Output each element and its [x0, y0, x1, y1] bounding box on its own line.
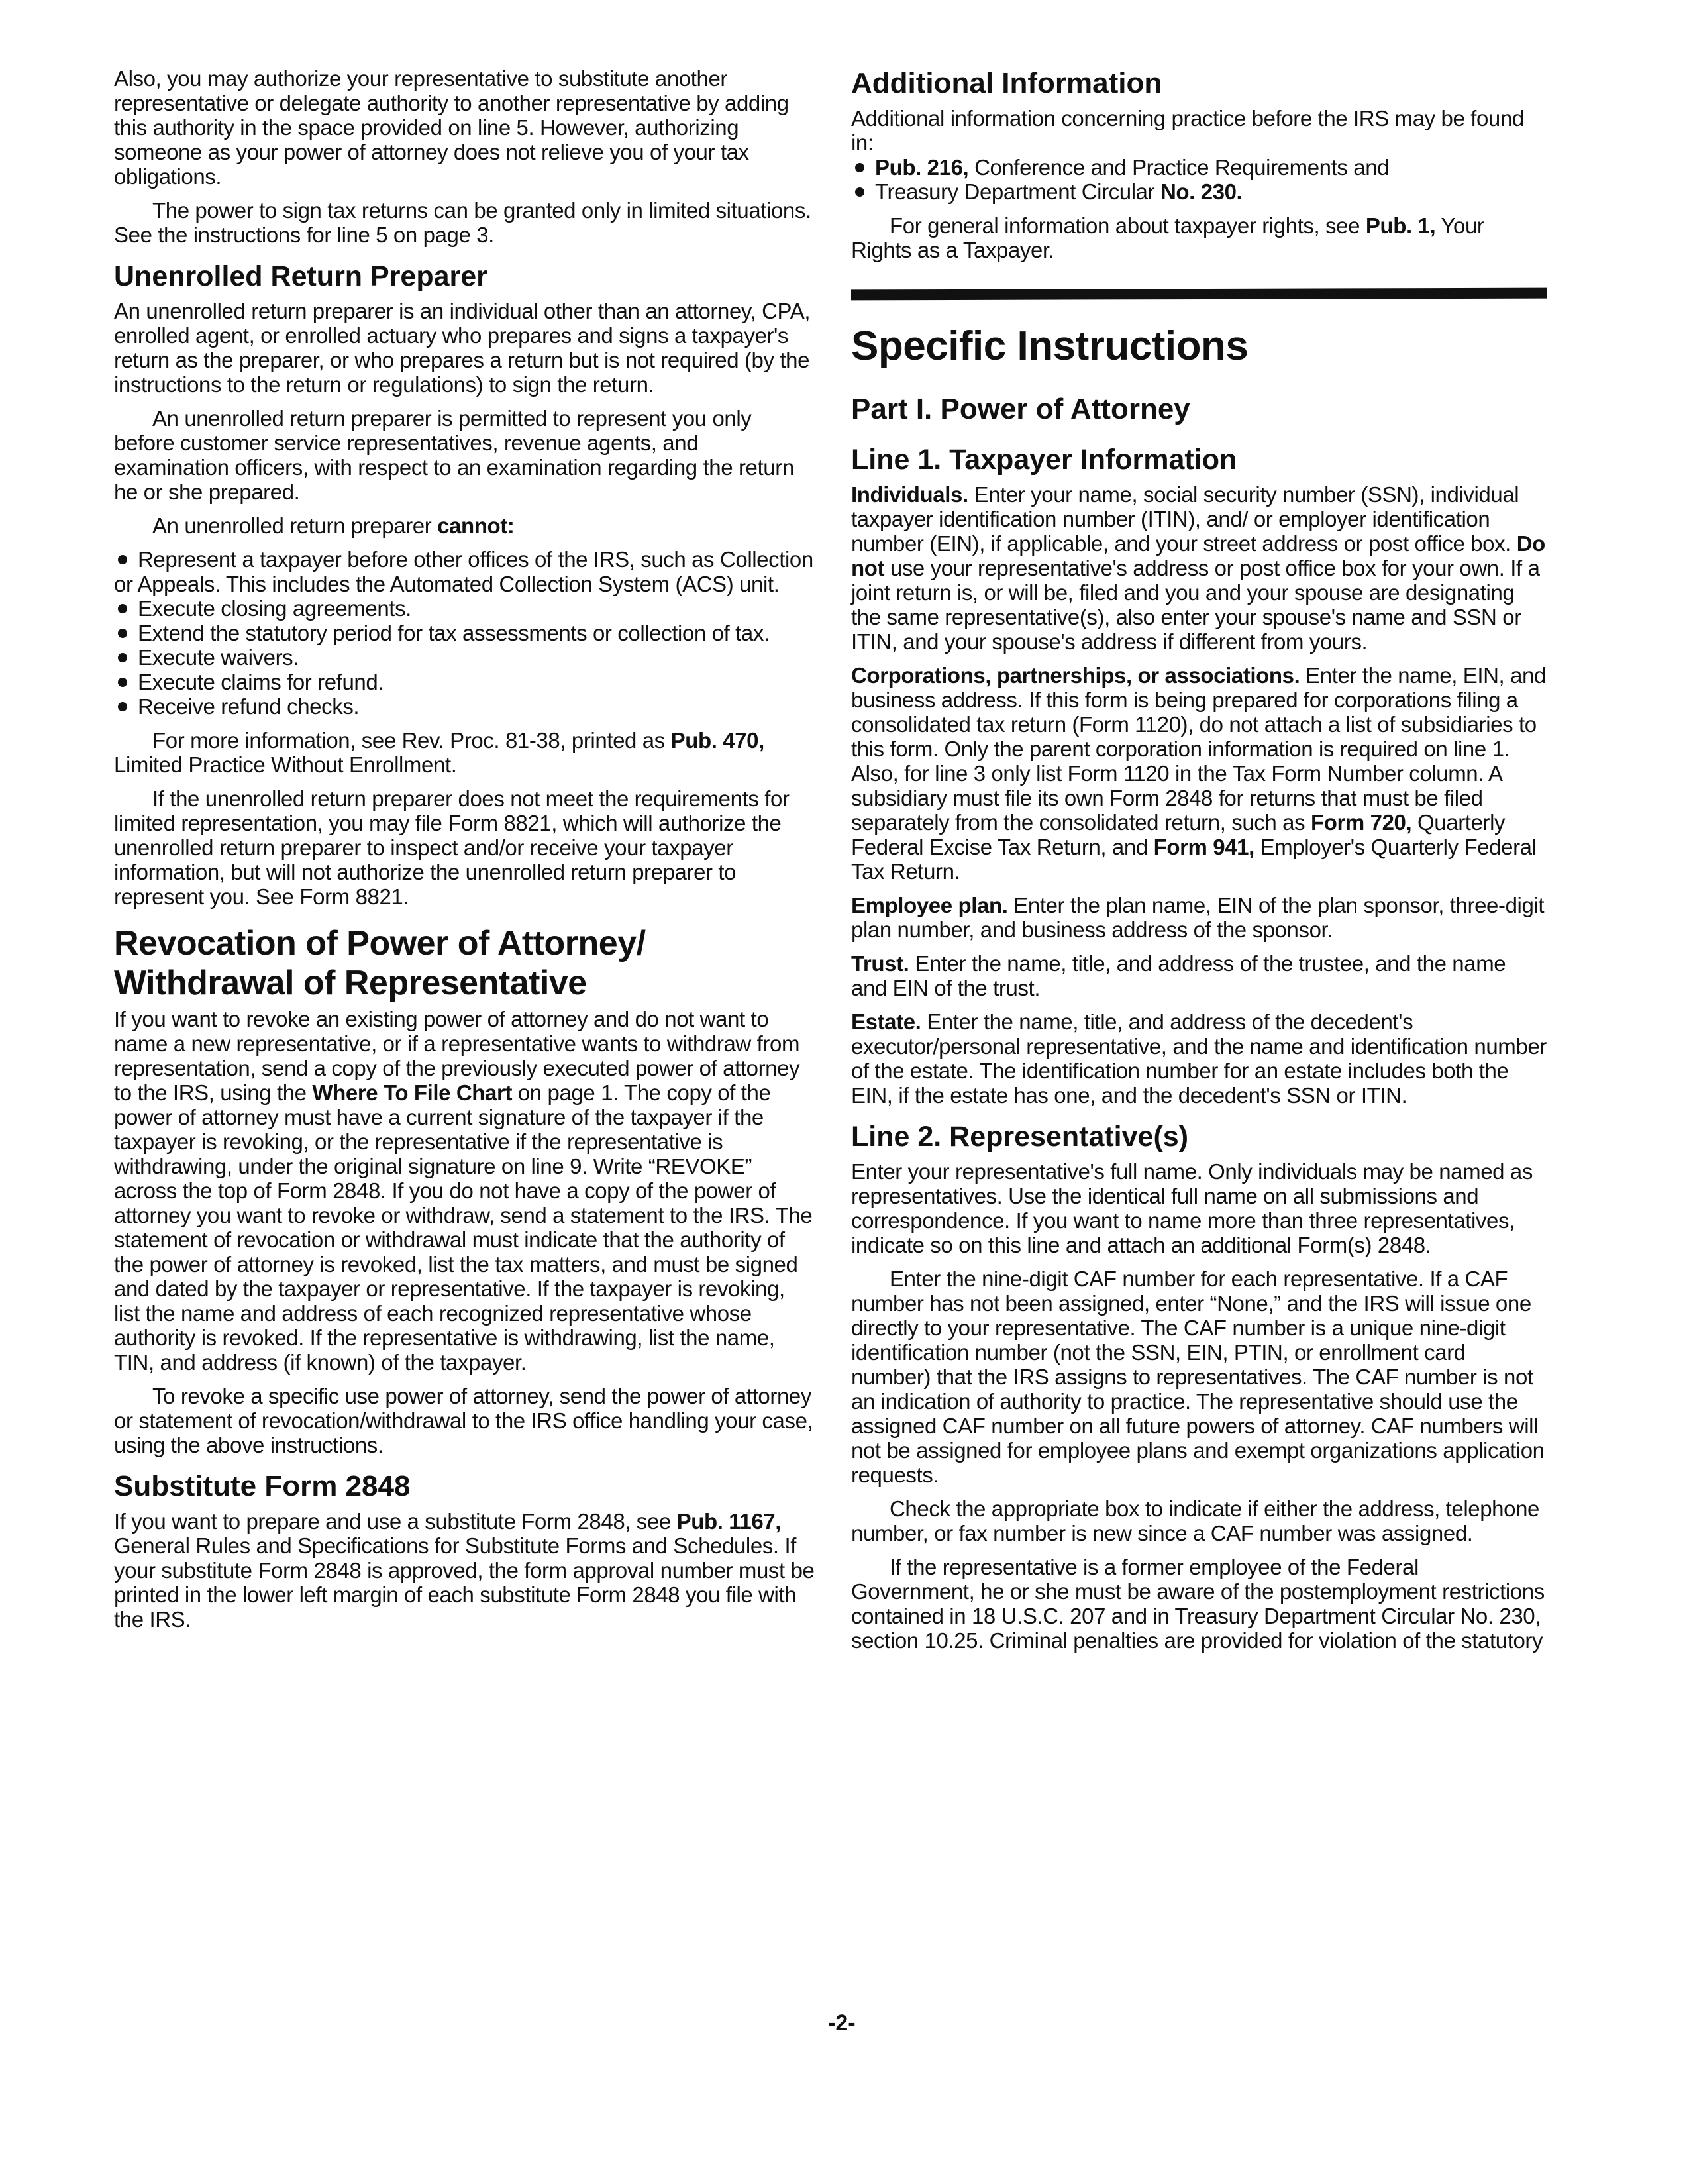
revocation-text-b: on page 1. The copy of the power of attorney must have a current signature of the taxpayer if the taxpayer is revoking, or the representative if the representative is withdrawing, under the original signature on line 9. Write “REVOKE” across the top of Form 2848. If you do not have a copy of the power of attorney you want to revoke or withdraw, send a statement to the IRS. The statement of revocation or withdrawal must indicate that the authority of the power of attorney is revoked, list the tax matters, and must be signed and dated by the taxpayer or representative. If the taxpayer is revoking, list the name and address of each recognized representative whose authority is revoked. If the representative is withdrawing, list the name, TIN, and address (if known) of the taxpayer. — [114, 1080, 813, 1375]
bullet-icon — [118, 702, 127, 711]
unenrolled-cannot-intro — [114, 513, 815, 538]
list-item-text: Treasury Department Circular — [875, 180, 1160, 204]
cannot-prefix: An unenrolled return preparer — [152, 513, 438, 538]
revocation-text-a: If you want to revoke an existing power of attorney and do not want to name a new representative, or if a representative wants to withdraw from representation, send a copy of the previously executed power of attorney to the IRS, using the — [114, 1007, 800, 1105]
cannot-bold: cannot: — [437, 513, 515, 538]
specific-instructions-heading: Specific Instructions — [851, 323, 1249, 369]
estate-paragraph — [851, 1010, 1547, 1108]
additional-heading: Additional Information — [851, 67, 1162, 99]
employee-plan-label: Employee plan. — [851, 893, 1008, 917]
bullet-icon — [855, 163, 864, 172]
additional-paragraph: Additional information concerning practice before the IRS may be found in: — [851, 106, 1524, 155]
bullet-icon — [118, 678, 127, 687]
bullet-icon — [118, 629, 127, 638]
line-1-heading: Line 1. Taxpayer Information — [851, 444, 1237, 476]
corporations-label: Corporations, partnerships, or associations. — [851, 663, 1300, 688]
section-divider — [851, 288, 1547, 301]
list-item-text: Execute closing agreements. — [138, 596, 411, 621]
intro-paragraph-1: Also, you may authorize your representative to substitute another representative or delegate authority to another representative by adding this authority in the space provided on line 5. However, authorizing someone as your power of attorney does not relieve you of your tax obligations. — [114, 66, 789, 189]
line-2-heading: Line 2. Representative(s) — [851, 1121, 1189, 1153]
unenrolled-paragraph-1: An unenrolled return preparer is an individual other than an attorney, CPA, enrolled agent, or enrolled actuary who prepares and signs a taxpayer's return as the preparer, or who prepares a return but is not required (by the instructions to the return or regulations) to sign the return. — [114, 299, 811, 397]
corporations-text-b: Quarterly Federal Excise Tax Return, and — [851, 810, 1506, 859]
more-info-prefix: For more information, see Rev. Proc. 81-38, printed as — [152, 728, 671, 753]
form-941-ref: Form 941, — [1153, 835, 1254, 859]
estate-text: Enter the name, title, and address of the decedent's executor/personal representative, and the name and identification number of the estate. The identification number for an estate includes both the EIN, if the estate has one, and the decedent's SSN or ITIN. — [851, 1010, 1547, 1108]
right-column — [851, 66, 1547, 1662]
pub-1-ref: Pub. 1, — [1365, 213, 1436, 238]
representative-paragraph-3: Check the appropriate box to indicate if either the address, telephone number, or fax number is new since a CAF number was assigned. — [851, 1496, 1539, 1545]
list-item — [114, 645, 815, 670]
form-8821-paragraph: If the unenrolled return preparer does not meet the requirements for limited representation, you may file Form 8821, which will authorize the unenrolled return preparer to inspect and/or receive your taxpayer information, but will not authorize the unenrolled return preparer to represent you. See Form 8821. — [114, 786, 790, 909]
rights-text-b: Your Rights as a Taxpayer. — [851, 213, 1484, 262]
unenrolled-paragraph-2: An unenrolled return preparer is permitted to represent you only before customer service representatives, revenue agents, and examination officers, with respect to an examination regarding the return he or she prepared. — [114, 406, 794, 504]
bullet-icon — [855, 187, 864, 197]
list-item — [114, 694, 815, 719]
revocation-paragraph-1 — [114, 1007, 815, 1375]
taxpayer-rights-paragraph — [851, 213, 1547, 262]
pub-470-ref: Pub. 470, — [670, 728, 764, 753]
circular-230-ref: No. 230. — [1160, 180, 1243, 204]
unenrolled-heading: Unenrolled Return Preparer — [114, 260, 487, 292]
more-info-paragraph — [114, 728, 815, 777]
list-item-text: Receive refund checks. — [138, 694, 360, 719]
pub-1167-ref: Pub. 1167, — [676, 1509, 782, 1534]
corporations-text-a: Enter the name, EIN, and business address. If this form is being prepared for corporations filing a consolidated tax return (Form 1120), do not attach a list of subsidiaries to this form. Only the parent corporation information is required on line 1. Also, for line 3 only list Form 1120 in the Tax Form Number column. A subsidiary must file its own Form 2848 for returns that must be filed separately from the consolidated return, such as — [851, 663, 1546, 835]
additional-list — [851, 155, 1547, 204]
individuals-label: Individuals. — [851, 482, 968, 507]
list-item-text: Represent a taxpayer before other offices of the IRS, such as Collection or Appeals. This includes the Automated Collection System (ACS) unit. — [114, 547, 813, 596]
individuals-paragraph — [851, 482, 1547, 654]
representative-paragraph-1: Enter your representative's full name. Only individuals may be named as representatives. Use the identical full name on all submissions and correspondence. If you want to name more than three representatives, indicate so on this line and attach an additional Form(s) 2848. — [851, 1159, 1533, 1257]
trust-label: Trust. — [851, 951, 909, 976]
rights-text-a: For general information about taxpayer rights, see — [890, 213, 1366, 238]
revocation-heading: Revocation of Power of Attorney/ Withdrawal of Representative — [114, 924, 646, 1002]
substitute-text-b: General Rules and Specifications for Substitute Forms and Schedules. If your substitute Form 2848 is approved, the form approval number must be printed in the lower left margin of each substitute Form 2848 you file with the IRS. — [114, 1534, 815, 1632]
trust-paragraph — [851, 951, 1547, 1000]
bullet-icon — [118, 555, 127, 564]
do-not-emphasis: Do not — [851, 531, 1545, 580]
substitute-text-a: If you want to prepare and use a substitute Form 2848, see — [114, 1509, 677, 1534]
where-to-file-ref: Where To File Chart — [312, 1080, 513, 1105]
list-item-text: Execute waivers. — [138, 645, 299, 670]
list-item — [114, 547, 815, 596]
intro-paragraph-2: The power to sign tax returns can be granted only in limited situations. See the instructions for line 5 on page 3. — [114, 198, 811, 247]
form-720-ref: Form 720, — [1310, 810, 1412, 835]
substitute-paragraph — [114, 1509, 815, 1632]
estate-label: Estate. — [851, 1010, 921, 1034]
corporations-text-c: Employer's Quarterly Federal Tax Return. — [851, 835, 1537, 884]
bullet-icon — [118, 604, 127, 613]
trust-text: Enter the name, title, and address of the trustee, and the name and EIN of the trust. — [851, 951, 1506, 1000]
more-info-suffix: Limited Practice Without Enrollment. — [114, 753, 457, 777]
pub-216-ref: Pub. 216, — [875, 155, 969, 180]
substitute-heading: Substitute Form 2848 — [114, 1470, 411, 1502]
bullet-icon — [118, 653, 127, 662]
list-item — [114, 621, 815, 645]
left-column — [114, 66, 815, 1641]
part-1-heading: Part I. Power of Attorney — [851, 393, 1190, 425]
representative-paragraph-2: Enter the nine-digit CAF number for each representative. If a CAF number has not been assigned, enter “None,” and the IRS will issue one directly to your representative. The CAF number is a unique nine-digit identification number (not the SSN, EIN, PTIN, or enrollment card number) that the IRS assigns to representatives. The CAF number is not an indication of authority to practice. The representative should use the assigned CAF number on all future powers of attorney. CAF numbers will not be assigned for employee plans and exempt organizations application requests. — [851, 1267, 1545, 1487]
list-item — [851, 180, 1547, 204]
employee-plan-paragraph — [851, 893, 1547, 942]
individuals-text-a: Enter your name, social security number (SSN), individual taxpayer identification number (ITIN), and/ or employer identification number (EIN), if applicable, and your street address or post office box. — [851, 482, 1519, 556]
revocation-paragraph-2: To revoke a specific use power of attorney, send the power of attorney or statement of revocation/withdrawal to the IRS office handling your case, using the above instructions. — [114, 1384, 813, 1457]
cannot-list — [114, 547, 815, 719]
individuals-text-b: use your representative's address or post office box for your own. If a joint return is, or will be, filed and you and your spouse are designating the same representative(s), also enter your spouse's name and SSN or ITIN, and your spouse's address if different from yours. — [851, 556, 1540, 654]
page-number: -2- — [828, 2010, 856, 2036]
list-item-text: Execute claims for refund. — [138, 670, 384, 694]
list-item — [851, 155, 1547, 180]
list-item-text: Conference and Practice Requirements and — [968, 155, 1390, 180]
employee-plan-text: Enter the plan name, EIN of the plan sponsor, three-digit plan number, and business address of the sponsor. — [851, 893, 1545, 942]
corporations-paragraph — [851, 663, 1547, 884]
list-item — [114, 670, 815, 694]
list-item-text: Extend the statutory period for tax assessments or collection of tax. — [138, 621, 770, 645]
representative-paragraph-4: If the representative is a former employee of the Federal Government, he or she must be aware of the postemployment restrictions contained in 18 U.S.C. 207 and in Treasury Department Circular No. 230, section 10.25. Criminal penalties are provided for violation of the statutory — [851, 1555, 1545, 1653]
list-item — [114, 596, 815, 621]
